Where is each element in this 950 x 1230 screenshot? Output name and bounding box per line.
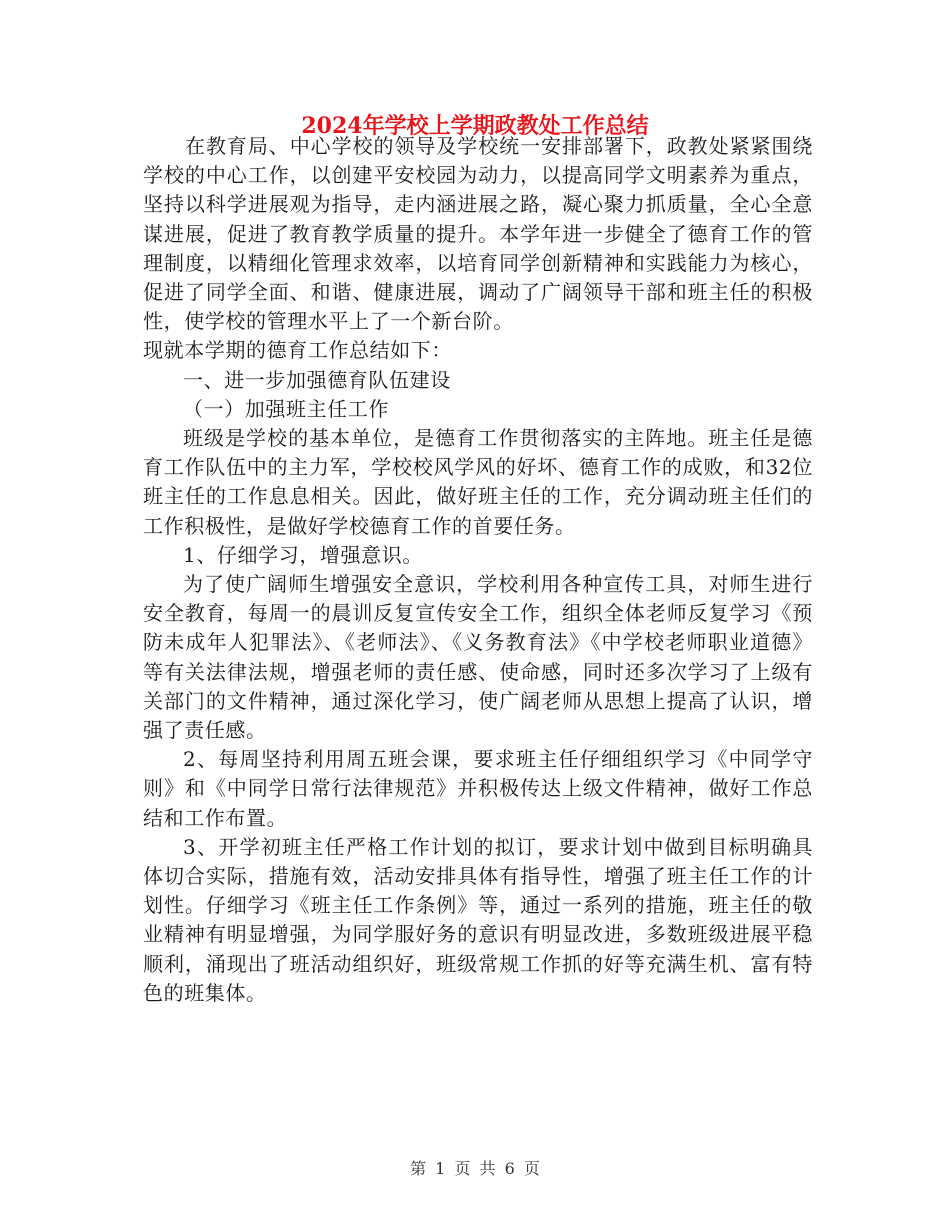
summary-lead-paragraph: 现就本学期的德育工作总结如下：: [143, 338, 452, 363]
item-paragraph-3: 3、开学初班主任严格工作计划的拟订，要求计划中做到目标明确具体切合实际，措施有效，活动安排具体有指导性，增强了班主任工作的计划性。仔细学习《班主任工作条例》等，通过一系列的措施，班主任的敬业精神有明显增强，为同学服好务的意识有明显改进，多数班级进展平稳顺利，涌现出了班活动组织好，班级常规工作抓的好等充满生机、富有特色的班集体。: [143, 834, 813, 1005]
document-title: 2024年学校上学期政教处工作总结: [301, 113, 649, 139]
body-paragraph: 为了使广阔师生增强安全意识，学校利用各种宣传工具，对师生进行安全教育，每周一的晨训反复宣传安全工作，组织全体老师反复学习《预防未成年人犯罪法》、《老师法》、《义务教育法》《中学校老师职业道德》等有关法律法规，增强老师的责任感、使命感，同时还多次学习了上级有关部门的文件精神，通过深化学习，使广阔老师从思想上提高了认识，增强了责任感。: [143, 572, 813, 743]
body-paragraph: 班级是学校的基本单位，是德育工作贯彻落实的主阵地。班主任是德育工作队伍中的主力军，学校校风学风的好坏、德育工作的成败，和32位班主任的工作息息相关。因此，做好班主任的工作，充分调动班主任们的工作积极性，是做好学校德育工作的首要任务。: [143, 426, 813, 538]
item-heading-1: 1、仔细学习，增强意识。: [183, 542, 423, 567]
page-footer: 第 1 页 共 6 页: [410, 1159, 540, 1178]
document-body: [143, 132, 813, 1008]
item-paragraph-2: 2、每周坚持利用周五班会课，要求班主任仔细组织学习《中同学守则》和《中同学日常行法律规范》并积极传达上级文件精神，做好工作总结和工作布置。: [143, 747, 813, 830]
subsection-heading-1: （一）加强班主任工作: [183, 396, 389, 421]
section-heading-1: 一、进一步加强德育队伍建设: [183, 367, 451, 392]
intro-paragraph: 在教育局、中心学校的领导及学校统一安排部署下，政教处紧紧围绕学校的中心工作，以创建平安校园为动力，以提高同学文明素养为重点，坚持以科学进展观为指导，走内涵进展之路，凝心聚力抓质量，全心全意谋进展，促进了教育教学质量的提升。本学年进一步健全了德育工作的管理制度，以精细化管理求效率，以培育同学创新精神和实践能力为核心，促进了同学全面、和谐、健康进展，调动了广阔领导干部和班主任的积极性，使学校的管理水平上了一个新台阶。: [143, 134, 813, 334]
